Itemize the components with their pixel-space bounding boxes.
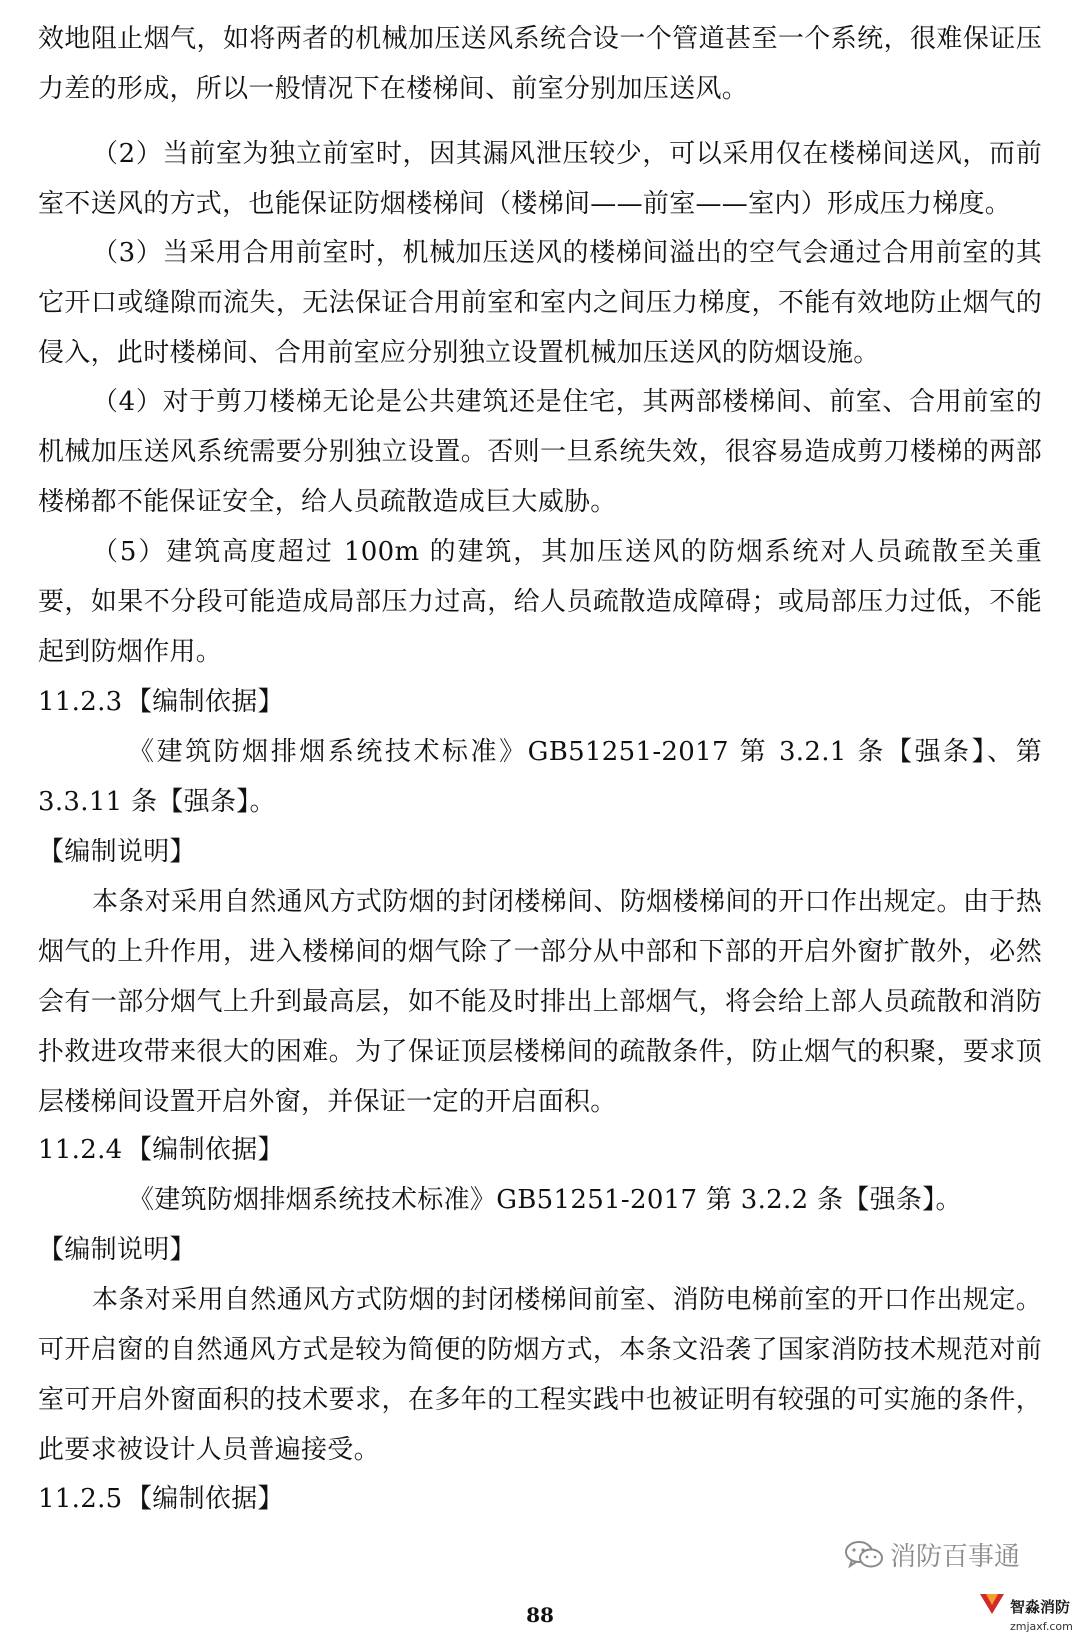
- basis-text: 《建筑防烟排烟系统技术标准》GB51251-2017 第 3.2.1 条【强条】、第 3.3.11 条【强条】。: [38, 737, 1042, 817]
- section-number: 11.2.4: [38, 1135, 123, 1165]
- explain-text: 本条对采用自然通风方式防烟的封闭楼梯间、防烟楼梯间的开口作出规定。由于热烟气的上升作用，进入楼梯间的烟气除了一部分从中部和下部的开启外窗扩散外，必然会有一部分烟气上升到最高层，如不能及时排出上部烟气，将会给上部人员疏散和消防扑救进攻带来很大的困难。为了保证顶层楼梯间的疏散条件，防止烟气的积聚，要求顶层楼梯间设置开启外窗，并保证一定的开启面积。: [38, 887, 1042, 1117]
- explain-heading: 【编制说明】: [38, 1235, 196, 1265]
- page-number: 88: [526, 1603, 554, 1627]
- paragraph-item-2: （2）当前室为独立前室时，因其漏风泄压较少，可以采用仅在楼梯间送风，而前室不送风的方式，也能保证防烟楼梯间（楼梯间——前室——室内）形成压力梯度。: [38, 139, 1042, 219]
- watermark: [844, 1536, 1020, 1573]
- paragraph-continuation: 效地阻止烟气，如将两者的机械加压送风系统合设一个管道甚至一个系统，很难保证压力差的形成，所以一般情况下在楼梯间、前室分别加压送风。: [38, 24, 1042, 104]
- basis-heading: 【编制依据】: [126, 1484, 284, 1514]
- wechat-icon: [844, 1539, 884, 1571]
- section-heading-11-2-4: [38, 1125, 1042, 1175]
- basis-heading: 【编制依据】: [126, 1135, 284, 1165]
- section-heading-11-2-3: [38, 677, 1042, 727]
- explain-heading: 【编制说明】: [38, 837, 196, 867]
- basis-text: 《建筑防烟排烟系统技术标准》GB51251-2017 第 3.2.2 条【强条】。: [128, 1185, 962, 1215]
- section-number: 11.2.5: [38, 1484, 123, 1514]
- section-number: 11.2.3: [38, 687, 123, 717]
- logo-url: zmjaxf.com: [1010, 1620, 1073, 1633]
- watermark-text: 消防百事通: [889, 1542, 1020, 1572]
- paragraph-item-3: （3）当采用合用前室时，机械加压送风的楼梯间溢出的空气会通过合用前室的其它开口或缝隙而流失，无法保证合用前室和室内之间压力梯度，不能有效地防止烟气的侵入，此时楼梯间、合用前室应分别独立设置机械加压送风的防烟设施。: [38, 238, 1042, 368]
- zhimiao-logo: [974, 1590, 1076, 1642]
- basis-heading: 【编制依据】: [126, 687, 284, 717]
- section-heading-11-2-5: [38, 1474, 1042, 1524]
- explain-text: 本条对采用自然通风方式防烟的封闭楼梯间前室、消防电梯前室的开口作出规定。可开启窗的自然通风方式是较为简便的防烟方式，本条文沿袭了国家消防技术规范对前室可开启外窗面积的技术要求，在多年的工程实践中也被证明有较强的可实施的条件，此要求被设计人员普遍接受。: [38, 1285, 1042, 1465]
- paragraph-item-4: （4）对于剪刀楼梯无论是公共建筑还是住宅，其两部楼梯间、前室、合用前室的机械加压送风系统需要分别独立设置。否则一旦系统失效，很容易造成剪刀楼梯的两部楼梯都不能保证安全，给人员疏散造成巨大威胁。: [38, 387, 1042, 517]
- paragraph-item-5: （5）建筑高度超过 100m 的建筑，其加压送风的防烟系统对人员疏散至关重要，如果不分段可能造成局部压力过高，给人员疏散造成障碍；或局部压力过低，不能起到防烟作用。: [38, 537, 1042, 667]
- logo-name: 智淼消防: [1010, 1598, 1071, 1616]
